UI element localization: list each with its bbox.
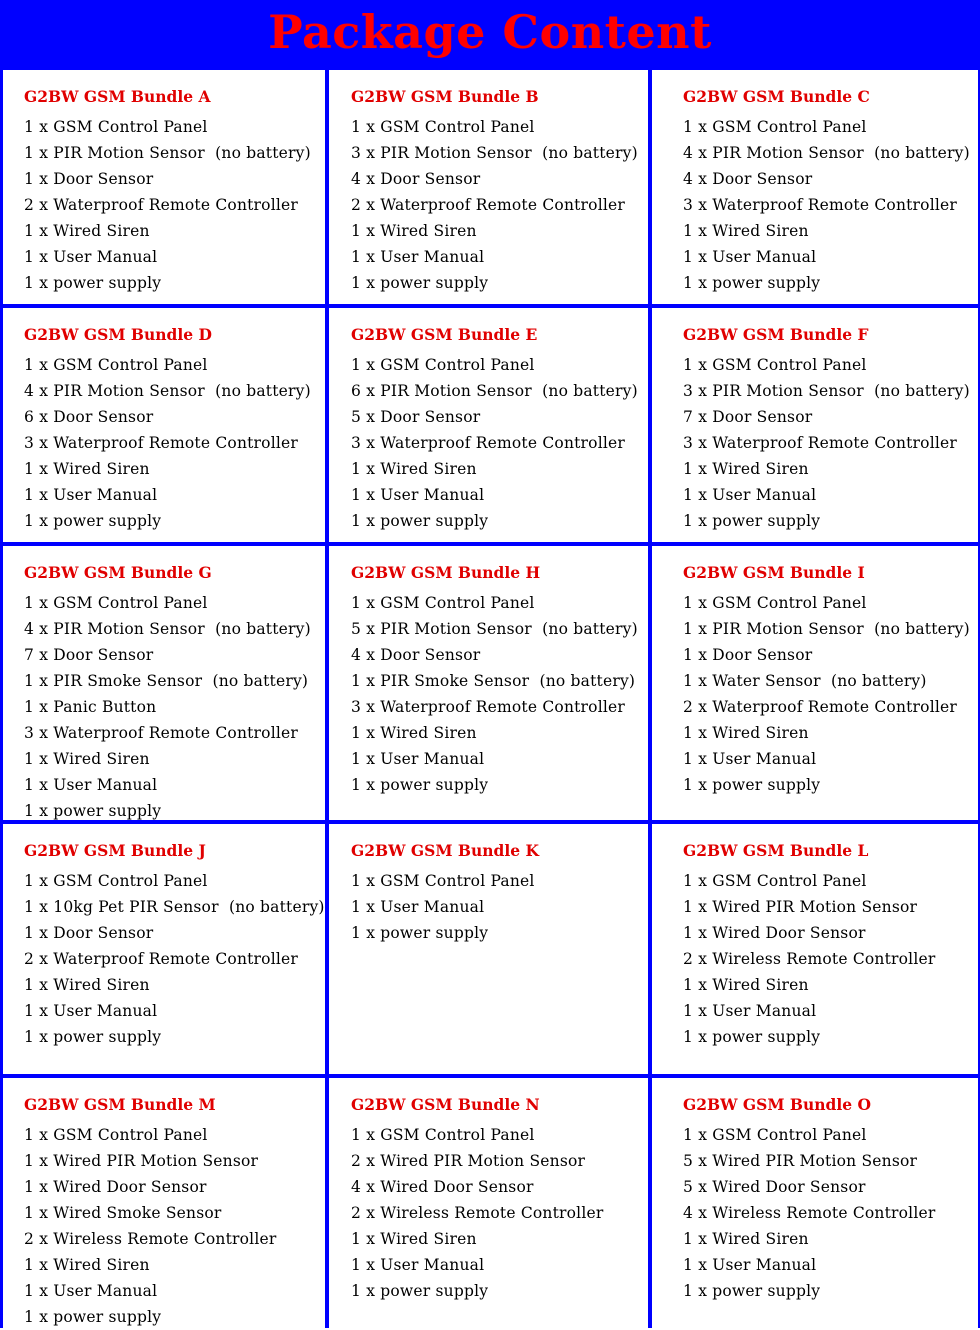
bundle-item-list xyxy=(683,114,970,296)
bundle-item: 3 x Waterproof Remote Controller xyxy=(351,698,625,716)
bundle-item: 1 x GSM Control Panel xyxy=(24,118,208,136)
bundle-item: 5 x Wired Door Sensor xyxy=(683,1178,866,1196)
bundle-title: G2BW GSM Bundle B xyxy=(351,87,539,106)
bundle-item-list xyxy=(351,1122,603,1304)
bundle-item: 1 x Water Sensor (no battery) xyxy=(683,672,927,690)
bundle-item: 1 x GSM Control Panel xyxy=(24,594,208,612)
bundle-card xyxy=(329,1078,648,1330)
bundle-item: 1 x GSM Control Panel xyxy=(683,356,867,374)
bundle-title: G2BW GSM Bundle I xyxy=(683,563,865,582)
bundle-item: 1 x GSM Control Panel xyxy=(683,594,867,612)
bundle-item: 1 x Door Sensor xyxy=(24,924,154,942)
bundle-item: 1 x Wired Siren xyxy=(683,976,809,994)
bundle-title: G2BW GSM Bundle K xyxy=(351,841,540,860)
bundle-card xyxy=(3,824,325,1074)
bundle-item: 1 x power supply xyxy=(351,512,489,530)
bundle-item: 1 x User Manual xyxy=(683,750,817,768)
bundle-item: 1 x power supply xyxy=(24,512,162,530)
bundle-item: 1 x User Manual xyxy=(24,776,158,794)
bundle-title: G2BW GSM Bundle D xyxy=(24,325,212,344)
bundle-item: 1 x power supply xyxy=(351,1282,489,1300)
bundle-item: 1 x power supply xyxy=(24,1028,162,1046)
bundle-item: 1 x User Manual xyxy=(683,248,817,266)
bundle-item: 3 x Waterproof Remote Controller xyxy=(683,434,957,452)
bundle-item: 1 x Wired Siren xyxy=(351,1230,477,1248)
bundle-item: 4 x PIR Motion Sensor (no battery) xyxy=(24,620,311,638)
bundle-item: 1 x Wired Siren xyxy=(24,222,150,240)
bundle-item: 2 x Waterproof Remote Controller xyxy=(24,196,298,214)
bundle-item: 1 x power supply xyxy=(351,274,489,292)
bundle-item-list xyxy=(351,114,638,296)
bundle-card xyxy=(329,308,648,542)
bundle-item: 1 x Wired PIR Motion Sensor xyxy=(24,1152,259,1170)
bundle-title: G2BW GSM Bundle O xyxy=(683,1095,872,1114)
bundle-item: 6 x PIR Motion Sensor (no battery) xyxy=(351,382,638,400)
bundle-title: G2BW GSM Bundle C xyxy=(683,87,870,106)
bundle-item: 1 x Wired Siren xyxy=(683,460,809,478)
bundle-item: 1 x power supply xyxy=(24,1308,162,1326)
bundle-card xyxy=(652,824,978,1074)
bundle-card xyxy=(329,70,648,304)
bundle-item: 1 x PIR Motion Sensor (no battery) xyxy=(24,144,311,162)
bundle-item: 7 x Door Sensor xyxy=(683,408,813,426)
bundle-item: 1 x GSM Control Panel xyxy=(683,1126,867,1144)
bundle-item: 4 x Wired Door Sensor xyxy=(351,1178,534,1196)
bundle-item: 1 x power supply xyxy=(24,802,162,820)
bundle-item: 1 x Wired Siren xyxy=(24,976,150,994)
bundle-card xyxy=(329,824,648,1074)
bundle-item: 3 x Waterproof Remote Controller xyxy=(24,724,298,742)
bundle-item: 1 x Door Sensor xyxy=(24,170,154,188)
bundle-item: 1 x PIR Smoke Sensor (no battery) xyxy=(351,672,636,690)
bundle-item: 5 x Wired PIR Motion Sensor xyxy=(683,1152,918,1170)
bundle-item: 1 x Wired Door Sensor xyxy=(683,924,866,942)
bundle-card xyxy=(3,546,325,820)
bundle-item-list xyxy=(24,114,311,296)
bundle-card xyxy=(652,546,978,820)
bundle-item: 1 x GSM Control Panel xyxy=(351,118,535,136)
bundle-card xyxy=(3,1078,325,1330)
bundle-item: 2 x Wired PIR Motion Sensor xyxy=(351,1152,586,1170)
bundle-item: 2 x Wireless Remote Controller xyxy=(24,1230,277,1248)
bundle-item: 1 x power supply xyxy=(351,924,489,942)
bundle-item: 1 x User Manual xyxy=(351,248,485,266)
bundle-item: 2 x Wireless Remote Controller xyxy=(351,1204,604,1222)
bundle-item: 1 x PIR Motion Sensor (no battery) xyxy=(683,620,970,638)
bundle-item: 1 x User Manual xyxy=(24,248,158,266)
bundle-item: 1 x User Manual xyxy=(24,1002,158,1020)
bundle-title: G2BW GSM Bundle E xyxy=(351,325,538,344)
bundle-item-list xyxy=(683,352,970,534)
bundle-item: 4 x PIR Motion Sensor (no battery) xyxy=(24,382,311,400)
bundle-item: 1 x Door Sensor xyxy=(683,646,813,664)
bundle-card xyxy=(652,1078,978,1330)
bundle-item: 1 x PIR Smoke Sensor (no battery) xyxy=(24,672,309,690)
bundle-item: 1 x power supply xyxy=(683,1028,821,1046)
bundle-item: 1 x Wired Siren xyxy=(683,724,809,742)
bundle-item-list xyxy=(683,1122,935,1304)
bundle-item: 1 x GSM Control Panel xyxy=(24,1126,208,1144)
bundle-item: 1 x User Manual xyxy=(683,1002,817,1020)
bundle-item: 1 x User Manual xyxy=(351,898,485,916)
bundle-item: 4 x Door Sensor xyxy=(683,170,813,188)
bundle-item: 1 x power supply xyxy=(683,776,821,794)
bundle-item: 1 x GSM Control Panel xyxy=(351,1126,535,1144)
bundle-item-list xyxy=(24,352,311,534)
bundle-item-list xyxy=(24,590,311,820)
bundle-item: 1 x Wired PIR Motion Sensor xyxy=(683,898,918,916)
bundle-item: 1 x User Manual xyxy=(351,1256,485,1274)
bundle-item: 1 x Wired Door Sensor xyxy=(24,1178,207,1196)
bundle-item: 2 x Waterproof Remote Controller xyxy=(683,698,957,716)
bundle-title: G2BW GSM Bundle G xyxy=(24,563,212,582)
bundle-item: 1 x User Manual xyxy=(351,486,485,504)
bundle-item: 1 x power supply xyxy=(683,274,821,292)
bundle-item: 1 x User Manual xyxy=(683,486,817,504)
bundle-item: 2 x Waterproof Remote Controller xyxy=(24,950,298,968)
bundle-item: 1 x Wired Siren xyxy=(24,460,150,478)
bundle-item: 4 x PIR Motion Sensor (no battery) xyxy=(683,144,970,162)
bundle-item: 1 x GSM Control Panel xyxy=(351,356,535,374)
bundle-item: 1 x User Manual xyxy=(683,1256,817,1274)
bundle-item: 1 x Wired Siren xyxy=(24,750,150,768)
bundle-item: 1 x power supply xyxy=(683,1282,821,1300)
bundle-card xyxy=(329,546,648,820)
bundle-item: 1 x power supply xyxy=(351,776,489,794)
bundle-item: 3 x PIR Motion Sensor (no battery) xyxy=(683,382,970,400)
bundle-item: 2 x Wireless Remote Controller xyxy=(683,950,936,968)
bundle-item: 1 x Wired Siren xyxy=(351,460,477,478)
bundle-item: 6 x Door Sensor xyxy=(24,408,154,426)
bundle-item: 4 x Door Sensor xyxy=(351,170,481,188)
bundle-title: G2BW GSM Bundle H xyxy=(351,563,541,582)
bundle-title: G2BW GSM Bundle L xyxy=(683,841,869,860)
bundle-title: G2BW GSM Bundle M xyxy=(24,1095,216,1114)
bundle-item-list xyxy=(351,868,535,946)
bundle-item: 1 x Wired Smoke Sensor xyxy=(24,1204,222,1222)
bundle-item: 3 x Waterproof Remote Controller xyxy=(683,196,957,214)
bundle-item: 1 x power supply xyxy=(683,512,821,530)
bundle-title: G2BW GSM Bundle N xyxy=(351,1095,540,1114)
bundle-card xyxy=(3,70,325,304)
bundle-grid xyxy=(0,68,980,1328)
bundle-title: G2BW GSM Bundle J xyxy=(24,841,206,860)
bundle-title: G2BW GSM Bundle F xyxy=(683,325,869,344)
bundle-item: 3 x Waterproof Remote Controller xyxy=(351,434,625,452)
bundle-item: 1 x GSM Control Panel xyxy=(351,594,535,612)
bundle-item: 1 x power supply xyxy=(24,274,162,292)
bundle-card xyxy=(652,70,978,304)
bundle-item: 1 x User Manual xyxy=(24,486,158,504)
bundle-item: 1 x Wired Siren xyxy=(683,222,809,240)
bundle-item: 1 x GSM Control Panel xyxy=(24,356,208,374)
page-title: Package Content xyxy=(268,5,712,59)
bundle-item: 3 x PIR Motion Sensor (no battery) xyxy=(351,144,638,162)
bundle-item-list xyxy=(351,590,638,798)
bundle-item: 1 x GSM Control Panel xyxy=(24,872,208,890)
bundle-item: 1 x GSM Control Panel xyxy=(683,872,867,890)
bundle-item: 5 x PIR Motion Sensor (no battery) xyxy=(351,620,638,638)
bundle-item: 7 x Door Sensor xyxy=(24,646,154,664)
bundle-item: 1 x Panic Button xyxy=(24,698,157,716)
bundle-item: 1 x GSM Control Panel xyxy=(683,118,867,136)
bundle-item-list xyxy=(683,868,935,1050)
bundle-item: 1 x Wired Siren xyxy=(351,222,477,240)
bundle-item-list xyxy=(24,1122,276,1330)
bundle-item: 1 x GSM Control Panel xyxy=(351,872,535,890)
bundle-item-list xyxy=(683,590,970,798)
bundle-item: 1 x User Manual xyxy=(351,750,485,768)
bundle-item-list xyxy=(351,352,638,534)
bundle-item: 3 x Waterproof Remote Controller xyxy=(24,434,298,452)
bundle-item: 4 x Door Sensor xyxy=(351,646,481,664)
bundle-card xyxy=(3,308,325,542)
bundle-item: 2 x Waterproof Remote Controller xyxy=(351,196,625,214)
bundle-item-list xyxy=(24,868,325,1050)
bundle-item: 1 x Wired Siren xyxy=(683,1230,809,1248)
header-banner xyxy=(0,0,980,68)
bundle-item: 1 x Wired Siren xyxy=(351,724,477,742)
bundle-title: G2BW GSM Bundle A xyxy=(24,87,211,106)
bundle-card xyxy=(652,308,978,542)
bundle-item: 1 x Wired Siren xyxy=(24,1256,150,1274)
bundle-item: 1 x 10kg Pet PIR Sensor (no battery) xyxy=(24,898,325,916)
bundle-item: 4 x Wireless Remote Controller xyxy=(683,1204,936,1222)
bundle-item: 1 x User Manual xyxy=(24,1282,158,1300)
bundle-item: 5 x Door Sensor xyxy=(351,408,481,426)
